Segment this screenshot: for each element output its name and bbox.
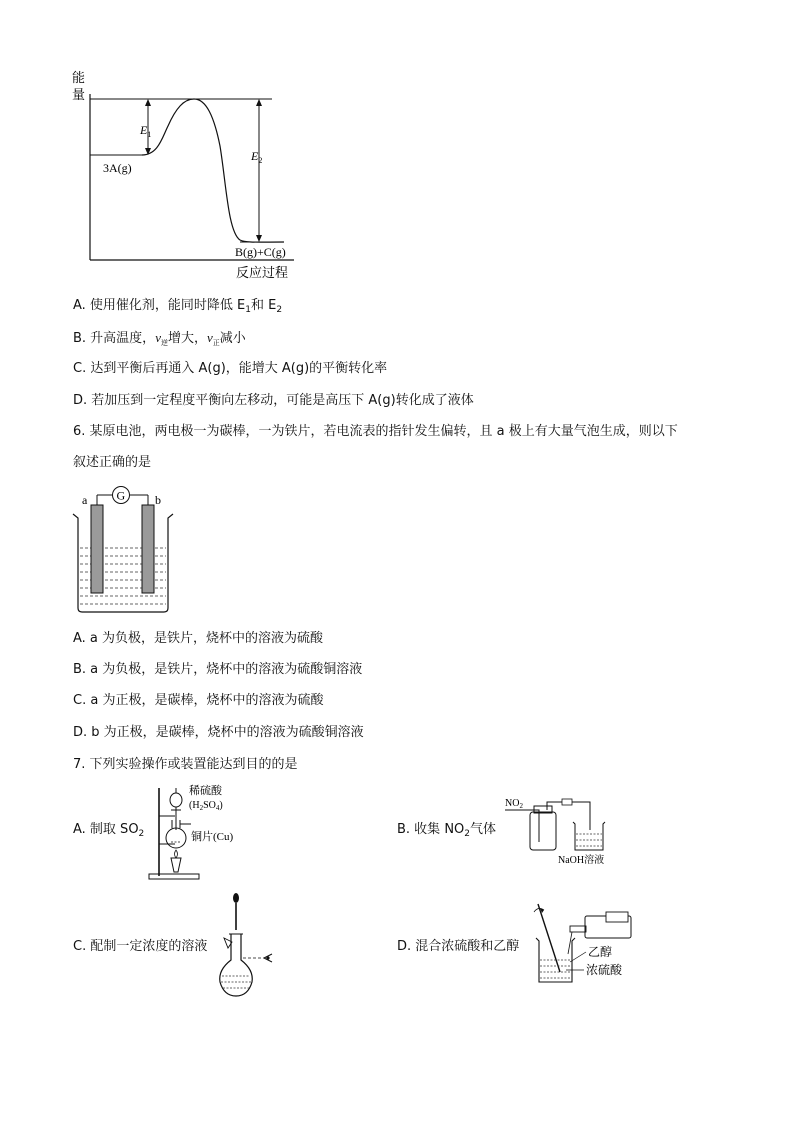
svg-text:E2 [250,149,262,165]
q5-option-a-text-2: 和 E [251,298,277,313]
energy-profile-diagram [60,64,310,284]
rate-symbol: v [206,330,213,345]
q7-option-b-text: B. 收集 NO [397,822,465,837]
label-ethanol: 乙醇 [588,945,613,959]
formula-part: (H [189,800,200,811]
y-axis-label-1: 能 [72,70,86,85]
q5-option-a-text: A. 使用催化剂，能同时降低 E [73,298,246,313]
q7-option-c: C. 配制一定浓度的溶液 [73,939,208,954]
q6-option-b: B. a 为负极，是铁片，烧杯中的溶液为硫酸铜溶液 [73,662,363,677]
q7-option-b [397,822,496,838]
e2-label: E [251,149,259,163]
svg-text:E1 [139,123,151,139]
y-axis-label-2: 量 [72,87,86,102]
q6-stem-line2: 叙述正确的是 [73,455,152,470]
q5-option-d: D. 若加压到一定程度平衡向左移动，可能是高压下 A(g)转化成了液体 [73,393,474,408]
x-axis-label: 反应过程 [236,265,289,280]
svg-text:(H2SO4) [189,800,223,812]
e1-sub: 1 [147,130,152,139]
galvanometer-label: G [116,488,126,503]
subscript: 正 [212,339,220,347]
energy-curve [142,99,284,242]
volumetric-flask-apparatus [212,890,292,1000]
q7-stem: 7. 下列实验操作或装置能达到目的的是 [73,757,298,772]
beaker [73,514,173,612]
formula-sub: 4 [215,804,220,812]
q7-option-d: D. 混合浓硫酸和乙醇 [397,939,520,954]
no2-collection-apparatus [500,790,625,866]
q5-option-b-text-3: 减小 [219,331,246,346]
q5-option-b [73,330,246,347]
svg-text:NO2 [505,798,523,810]
subscript: 逆 [160,339,168,347]
q7-option-a-text: A. 制取 SO [73,822,139,837]
galvanic-cell-diagram [70,482,180,616]
q7-option-a [73,822,144,838]
subscript: 2 [464,829,471,839]
label-no2-sub: 2 [519,802,523,810]
q6-stem-line1: 6. 某原电池，两电极一为碳棒，一为铁片，若电流表的指针发生偏转，且 a 极上有大量气泡生成，则以下 [73,424,678,439]
q6-option-a: A. a 为负极，是铁片，烧杯中的溶液为硫酸 [73,631,324,646]
electrode-b-label: b [155,493,161,507]
label-conc-sulfuric-acid: 浓硫酸 [586,963,623,977]
label-dilute-sulfuric-acid: 稀硫酸 [189,785,222,797]
formula-sub: 2 [199,804,204,812]
label-no2: NO [505,798,520,809]
electrode-a [91,505,103,593]
subscript: 2 [276,305,283,315]
label-naoh-solution: NaOH溶液 [558,855,605,866]
q6-option-c: C. a 为正极，是碳棒，烧杯中的溶液为硫酸 [73,693,324,708]
reactant-label: 3A(g) [103,161,132,175]
q5-option-b-text: B. 升高温度， [73,331,156,346]
q7-option-b-text-2: 气体 [470,822,497,837]
label-copper: 铜片(Cu) [191,831,234,843]
electrode-a-label: a [82,493,88,507]
q5-option-c: C. 达到平衡后再通入 A(g)，能增大 A(g)的平衡转化率 [73,361,388,376]
product-label: B(g)+C(g) [235,245,286,259]
formula-part: SO [203,800,216,811]
subscript: 2 [138,829,145,839]
mixing-acid-apparatus [530,898,660,990]
e1-label: E [140,123,148,137]
subscript: 1 [245,305,252,315]
q5-option-a [73,298,282,314]
electrode-b [142,505,154,593]
so2-generator-apparatus [145,782,265,884]
e2-sub: 2 [258,156,263,165]
rate-symbol: v [155,330,161,345]
q6-option-d: D. b 为正极，是碳棒，烧杯中的溶液为硫酸铜溶液 [73,725,364,740]
formula-part: ) [219,800,223,811]
q5-option-b-text-2: 增大， [167,331,207,346]
